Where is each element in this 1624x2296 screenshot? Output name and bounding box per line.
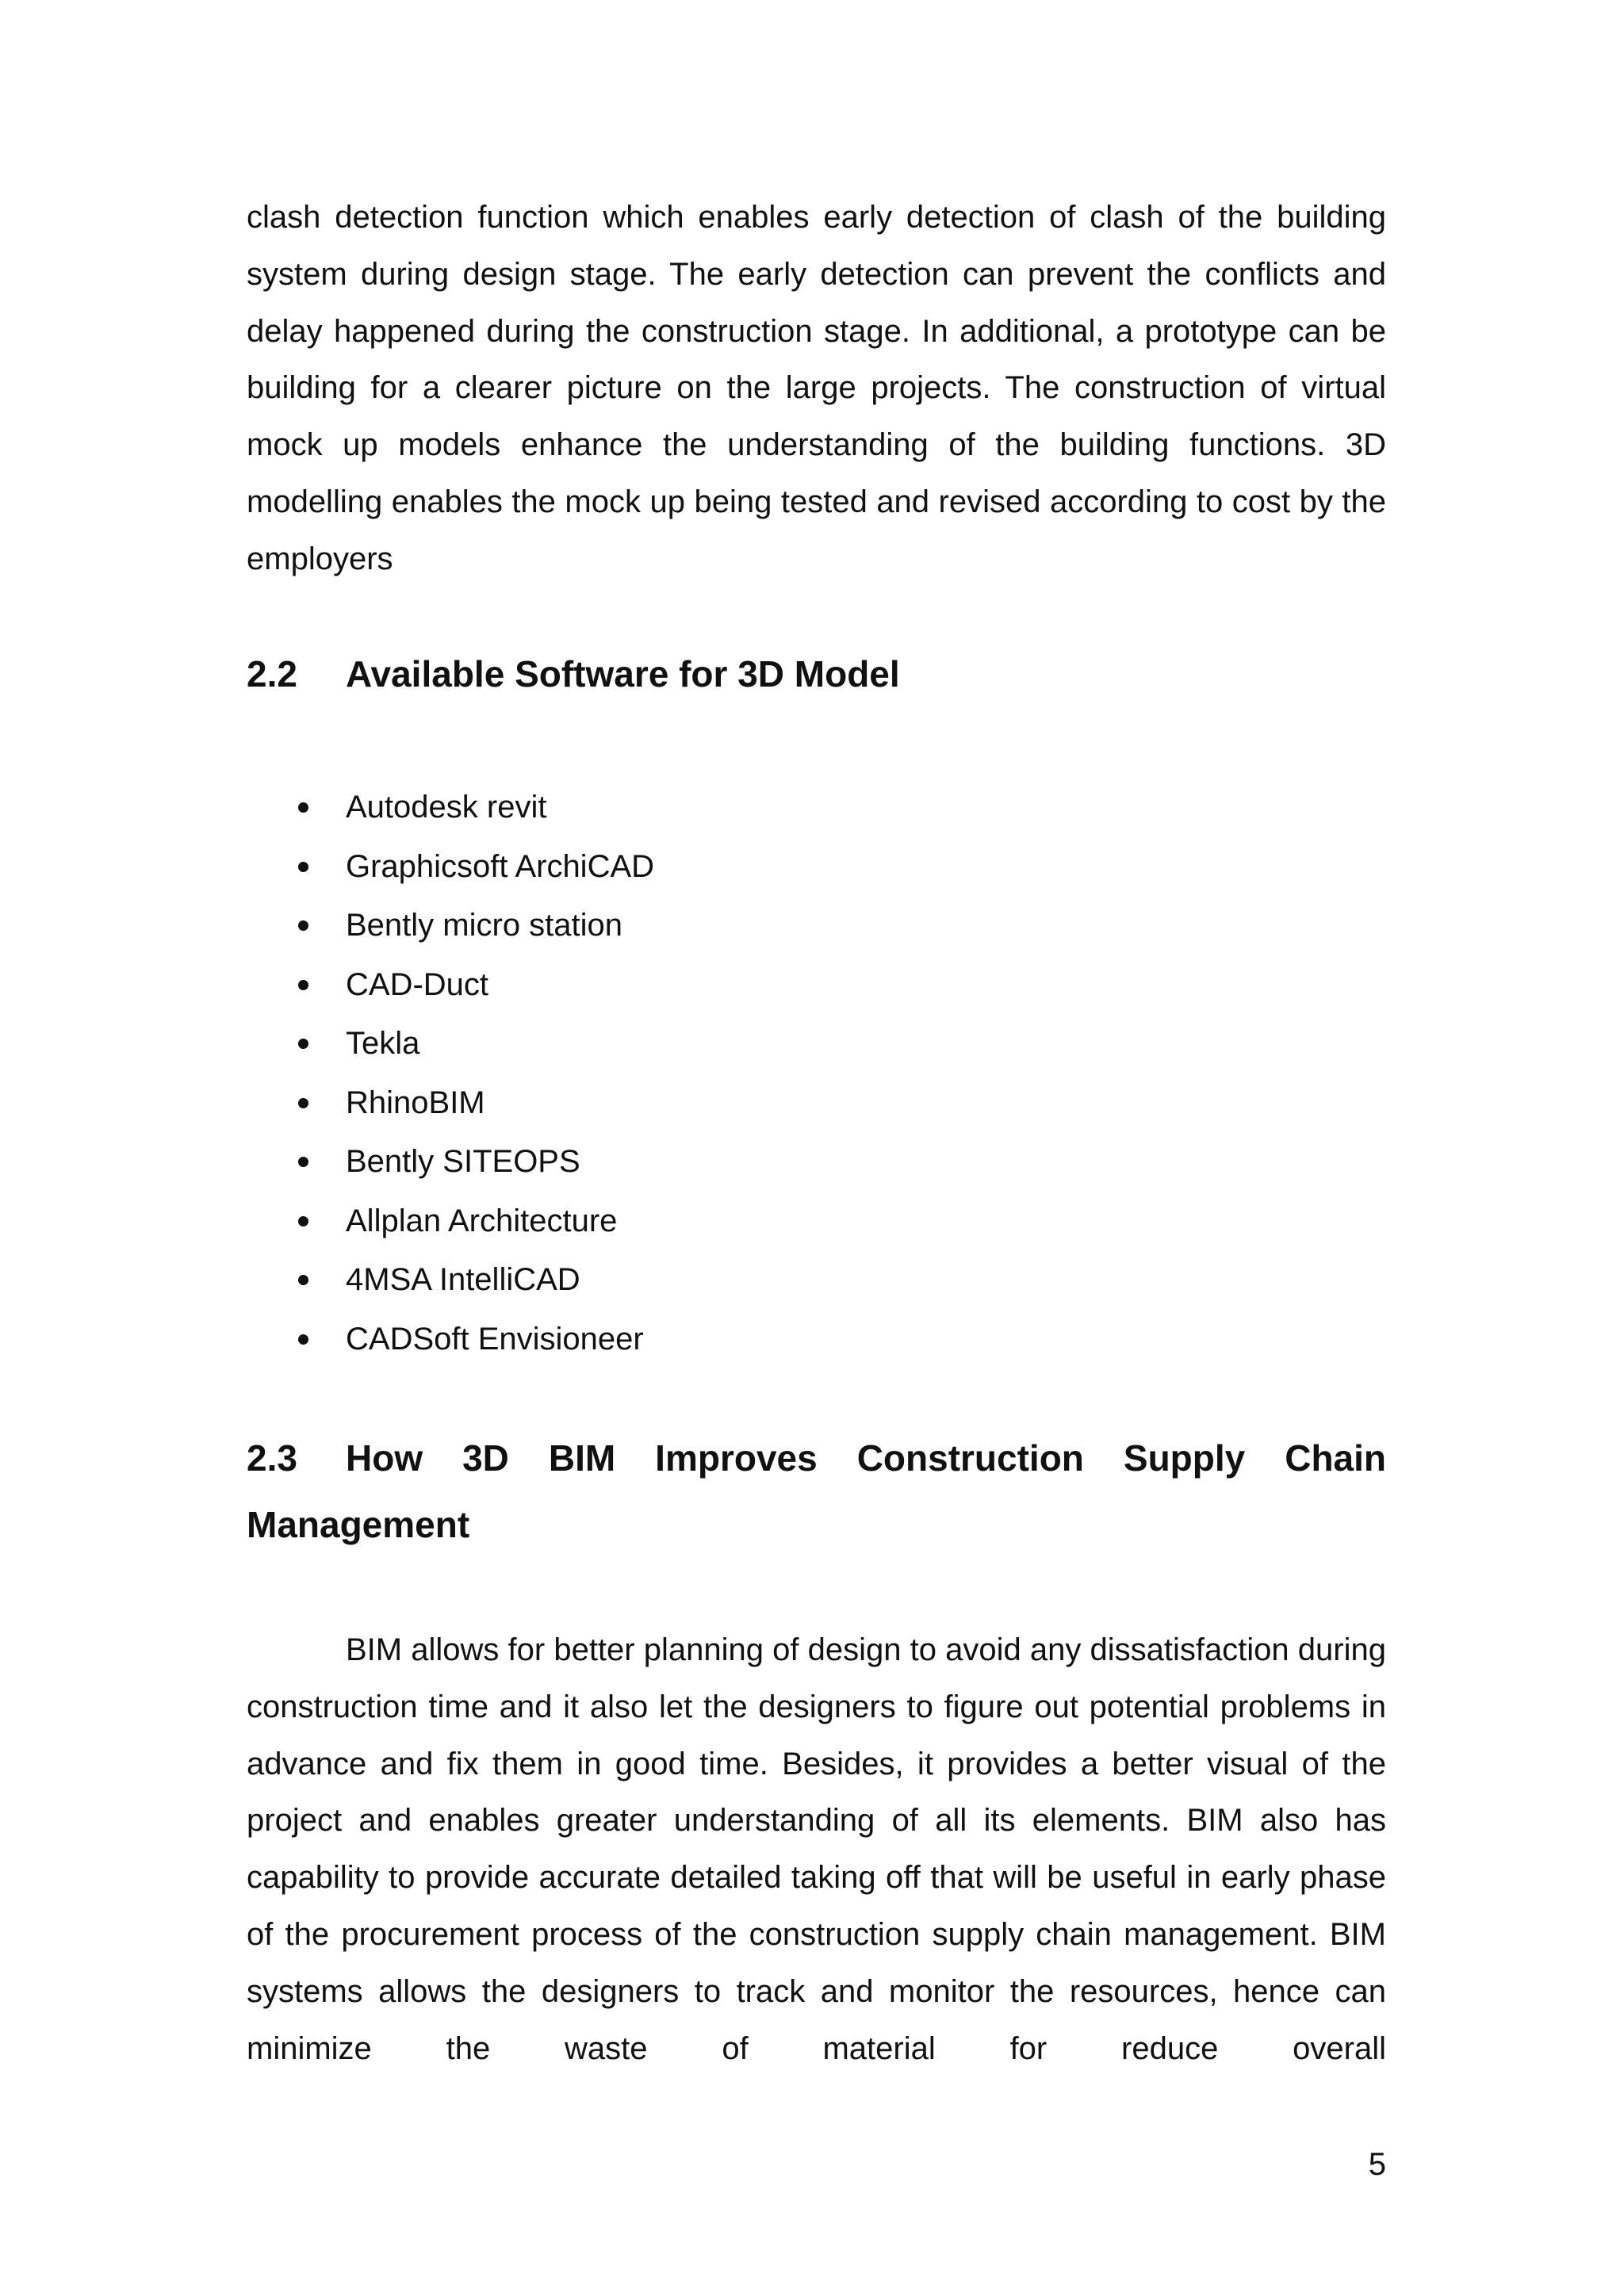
list-item xyxy=(247,896,654,955)
bullet-icon xyxy=(298,1216,308,1226)
section-number: 2.2 xyxy=(247,653,297,695)
list-item xyxy=(247,1014,654,1073)
list-item-text: Bently SITEOPS xyxy=(346,1144,580,1179)
list-item-text: CAD-Duct xyxy=(346,966,489,1002)
bullet-icon xyxy=(298,920,308,931)
list-item-text: 4MSA IntelliCAD xyxy=(346,1262,580,1297)
bullet-icon xyxy=(298,1334,308,1345)
list-item xyxy=(247,1132,654,1192)
intro-paragraph: clash detection function which enables early detection of clash of the building system during design stage. The early detection can prevent the conflicts and delay happened during the construction stage. In additional, a prototype can be building for a clearer picture on the large projects. The construction of virtual mock up models enhance the understanding of the building functions. 3D modelling enables the mock up being tested and revised according to cost by the employers xyxy=(247,200,1386,576)
list-item xyxy=(247,778,654,837)
section-heading-2-2 xyxy=(247,650,1386,698)
list-item xyxy=(247,1250,654,1310)
bullet-icon xyxy=(298,1098,308,1108)
list-item-text: Tekla xyxy=(346,1026,420,1061)
list-item xyxy=(247,837,654,897)
section-title: How 3D BIM Improves Construction Supply Chain Management xyxy=(247,1437,1386,1545)
section-number: 2.3 xyxy=(247,1437,297,1479)
list-item-text: RhinoBIM xyxy=(346,1085,485,1120)
bullet-icon xyxy=(298,1275,308,1285)
section-heading-2-3 xyxy=(247,1425,1386,1558)
bullet-icon xyxy=(298,1157,308,1167)
list-item xyxy=(247,1310,654,1369)
list-item-text: CADSoft Envisioneer xyxy=(346,1321,644,1357)
section-title: Available Software for 3D Model xyxy=(346,653,900,695)
bullet-icon xyxy=(298,980,308,990)
page-number: 5 xyxy=(1368,2147,1386,2182)
list-item-text: Autodesk revit xyxy=(346,790,547,825)
bullet-icon xyxy=(298,862,308,872)
list-item xyxy=(247,955,654,1015)
bullet-icon xyxy=(298,1039,308,1049)
list-item xyxy=(247,1192,654,1251)
bullet-icon xyxy=(298,802,308,813)
software-list xyxy=(247,778,654,1368)
list-item-text: Bently micro station xyxy=(346,908,623,943)
list-item xyxy=(247,1073,654,1133)
list-item-text: Allplan Architecture xyxy=(346,1203,618,1238)
list-item-text: Graphicsoft ArchiCAD xyxy=(346,848,655,884)
section-2-3-paragraph: BIM allows for better planning of design to avoid any dissatisfaction during construction time and it also let the designers to figure out potential problems in advance and fix them in good time. Besides, it provides a better visual of the project and enables greater understanding of all its elements. BIM also has capability to provide accurate detailed taking off that will be useful in early phase of the procurement process of the construction supply chain management. BIM systems allows the designers to track and monitor the resources, hence can minimize the waste of material for reduce overall xyxy=(247,1632,1386,2066)
